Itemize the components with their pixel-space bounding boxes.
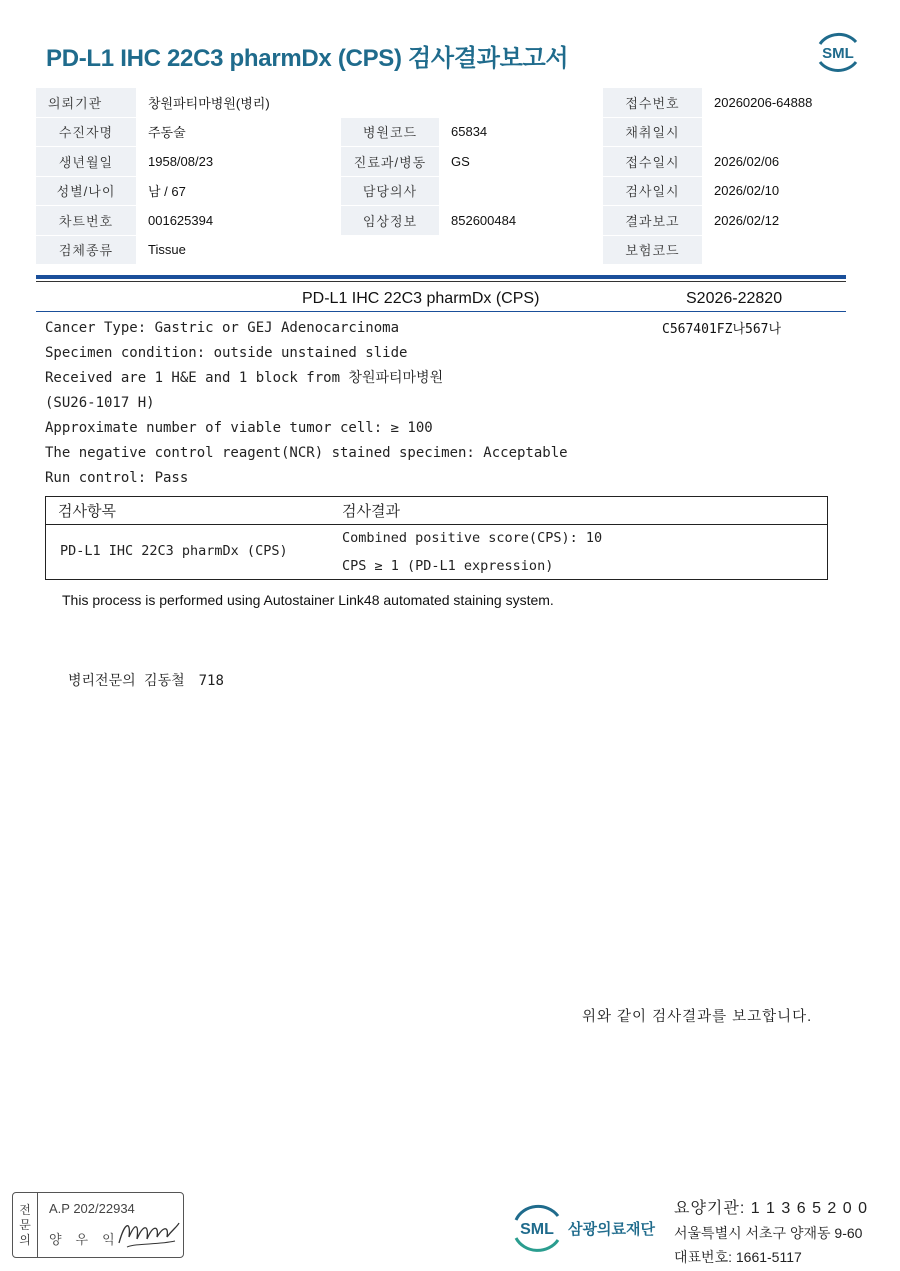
cps-interpretation: CPS ≥ 1 (PD-L1 expression) bbox=[342, 558, 554, 574]
handwritten-signature bbox=[117, 1213, 181, 1253]
report-title: PD-L1 IHC 22C3 pharmDx (CPS) 검사결과보고서 bbox=[46, 45, 569, 72]
clinical-info-label: 임상정보 bbox=[341, 206, 439, 236]
info-row bbox=[36, 206, 864, 236]
info-row bbox=[36, 88, 864, 117]
foundation-name: 삼광의료재단 bbox=[568, 1221, 655, 1238]
sex-age-value: 남 / 67 bbox=[136, 176, 341, 206]
stamp-side-char: 전 bbox=[19, 1202, 31, 1217]
col-result-header: 검사결과 bbox=[342, 502, 400, 520]
receipt-date-value: 2026/02/06 bbox=[702, 147, 864, 177]
report-number: S2026-22820 bbox=[686, 290, 783, 307]
patient-info-table bbox=[36, 88, 864, 265]
chart-no-value: 001625394 bbox=[136, 206, 341, 236]
detail-line: The negative control reagent(NCR) stained specimen: Acceptable bbox=[45, 445, 568, 461]
footer-info bbox=[674, 1198, 868, 1270]
receipt-no-value: 20260206-64888 bbox=[702, 88, 864, 117]
process-note: This process is performed using Autostainer Link48 automated staining system. bbox=[62, 592, 554, 608]
info-row bbox=[36, 176, 864, 206]
insurance-code-value bbox=[702, 235, 864, 265]
test-item: PD-L1 IHC 22C3 pharmDx (CPS) bbox=[60, 543, 288, 559]
sml-footer-logo-text: SML bbox=[520, 1221, 554, 1238]
pathologist-signature bbox=[68, 670, 224, 690]
requesting-org-value: 창원파티마병원(병리) bbox=[136, 88, 603, 117]
sex-age-label: 성별/나이 bbox=[36, 176, 136, 206]
detail-line: (SU26-1017 H) bbox=[45, 395, 155, 411]
hospital-code-value: 65834 bbox=[439, 117, 603, 147]
stamp-name: 양우익 bbox=[49, 1232, 129, 1247]
requesting-org-label: 의뢰기관 bbox=[36, 88, 136, 117]
result-table bbox=[45, 496, 828, 580]
stamp-side-char: 의 bbox=[19, 1232, 31, 1247]
sml-footer-logo bbox=[510, 1200, 564, 1256]
dept-label: 진료과/병동 bbox=[341, 147, 439, 177]
test-date-value: 2026/02/10 bbox=[702, 176, 864, 206]
info-row bbox=[36, 147, 864, 177]
receipt-no-label: 접수번호 bbox=[603, 88, 702, 117]
detail-line: Cancer Type: Gastric or GEJ Adenocarcinoma bbox=[45, 320, 400, 336]
section-divider bbox=[36, 275, 846, 279]
specimen-label: 검체종류 bbox=[36, 235, 136, 265]
report-date-label: 결과보고 bbox=[603, 206, 702, 236]
receipt-date-label: 접수일시 bbox=[603, 147, 702, 177]
report-details bbox=[45, 318, 568, 493]
info-row bbox=[36, 235, 864, 265]
empty-cell bbox=[341, 235, 603, 265]
report-code: C567401FZ나567나 bbox=[662, 322, 782, 337]
dob-value: 1958/08/23 bbox=[136, 147, 341, 177]
cps-score: Combined positive score(CPS): 10 bbox=[342, 530, 603, 546]
col-item-header: 검사항목 bbox=[58, 502, 116, 520]
report-header-underline bbox=[36, 311, 846, 312]
doctor-label: 담당의사 bbox=[341, 176, 439, 206]
report-test-name: PD-L1 IHC 22C3 pharmDx (CPS) bbox=[302, 290, 540, 307]
clinical-info-value: 852600484 bbox=[439, 206, 603, 236]
phone: 대표번호: 1661-5117 bbox=[674, 1249, 802, 1265]
detail-line: Received are 1 H&E and 1 block from 창원파티마병원 bbox=[45, 370, 444, 386]
result-table-header bbox=[46, 497, 827, 525]
report-date-value: 2026/02/12 bbox=[702, 206, 864, 236]
org-code: 요양기관: 1 1 3 6 5 2 0 0 bbox=[674, 1200, 869, 1217]
doctor-value bbox=[439, 176, 603, 206]
detail-line: Approximate number of viable tumor cell: ≥ 100 bbox=[45, 420, 433, 436]
closing-statement: 위와 같이 검사결과를 보고합니다. bbox=[582, 1009, 813, 1025]
dept-value: GS bbox=[439, 147, 603, 177]
dob-label: 생년월일 bbox=[36, 147, 136, 177]
detail-line: Run control: Pass bbox=[45, 470, 189, 486]
stamp-side-char: 문 bbox=[19, 1217, 31, 1232]
specimen-value: Tissue bbox=[136, 235, 341, 265]
info-row bbox=[36, 117, 864, 147]
sml-logo bbox=[812, 28, 864, 76]
insurance-code-label: 보험코드 bbox=[603, 235, 702, 265]
chart-no-label: 차트번호 bbox=[36, 206, 136, 236]
detail-line: Specimen condition: outside unstained slide bbox=[45, 345, 408, 361]
address: 서울특별시 서초구 양재동 9-60 bbox=[674, 1225, 863, 1241]
collection-date-label: 채취일시 bbox=[603, 117, 702, 147]
section-divider-thin bbox=[36, 281, 846, 282]
sml-logo-text: SML bbox=[822, 45, 854, 62]
patient-value: 주동술 bbox=[136, 117, 341, 147]
specialist-stamp bbox=[12, 1192, 184, 1258]
hospital-code-label: 병원코드 bbox=[341, 117, 439, 147]
collection-date-value bbox=[702, 117, 864, 147]
stamp-side-label bbox=[13, 1193, 38, 1257]
patient-label: 수진자명 bbox=[36, 117, 136, 147]
stamp-license: A.P 202/22934 bbox=[49, 1201, 135, 1216]
test-date-label: 검사일시 bbox=[603, 176, 702, 206]
pathologist-number: 718 bbox=[198, 673, 224, 689]
pathologist-name: 병리전문의 김동철 bbox=[68, 673, 185, 689]
